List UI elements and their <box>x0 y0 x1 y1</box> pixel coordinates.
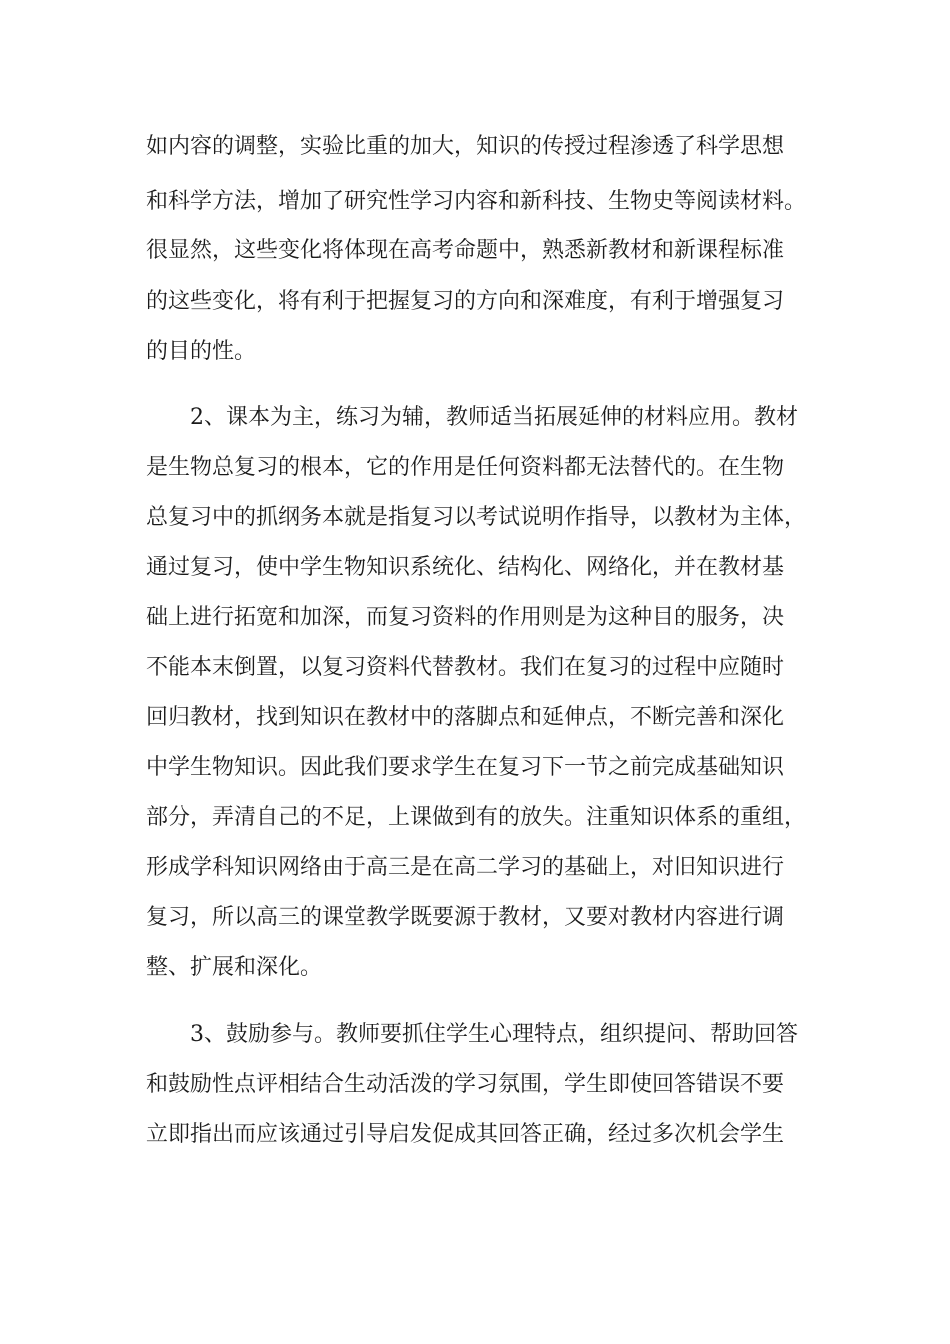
text-line: 复习，所以高三的课堂教学既要源于教材，又要对教材内容进行调 <box>146 905 785 930</box>
text-line: 回归教材，找到知识在教材中的落脚点和延伸点，不断完善和深化 <box>146 705 785 730</box>
text-line: 的目的性。 <box>146 339 257 364</box>
text-line: 不能本末倒置，以复习资料代替教材。我们在复习的过程中应随时 <box>146 655 785 680</box>
text-line: 总复习中的抓纲务本就是指复习以考试说明作指导，以教材为主体， <box>146 505 807 530</box>
text-line: 的这些变化，将有利于把握复习的方向和深难度，有利于增强复习 <box>146 289 785 314</box>
text-line: 础上进行拓宽和加深，而复习资料的作用则是为这种目的服务，决 <box>146 605 785 630</box>
text-line: 中学生物知识。因此我们要求学生在复习下一节之前完成基础知识 <box>146 755 785 780</box>
text-line: 立即指出而应该通过引导启发促成其回答正确，经过多次机会学生 <box>146 1122 785 1147</box>
text-line: 形成学科知识网络由于高三是在高二学习的基础上，对旧知识进行 <box>146 855 785 880</box>
text-line: 是生物总复习的根本，它的作用是任何资料都无法替代的。在生物 <box>146 455 785 480</box>
text-line: 和科学方法，增加了研究性学习内容和新科技、生物史等阅读材料。 <box>146 189 807 214</box>
text-line: 很显然，这些变化将体现在高考命题中，熟悉新教材和新课程标准 <box>146 238 785 263</box>
text-line: 和鼓励性点评相结合生动活泼的学习氛围，学生即使回答错误不要 <box>146 1072 785 1097</box>
text-line: 3、鼓励参与。教师要抓住学生心理特点，组织提问、帮助回答 <box>190 1022 798 1047</box>
text-line: 2、课本为主，练习为辅，教师适当拓展延伸的材料应用。教材 <box>190 405 798 430</box>
text-line: 整、扩展和深化。 <box>146 955 323 980</box>
text-line: 通过复习，使中学生物知识系统化、结构化、网络化，并在教材基 <box>146 555 785 580</box>
text-line: 如内容的调整，实验比重的加大，知识的传授过程渗透了科学思想 <box>146 134 785 159</box>
text-line: 部分，弄清自己的不足，上课做到有的放失。注重知识体系的重组， <box>146 805 807 830</box>
